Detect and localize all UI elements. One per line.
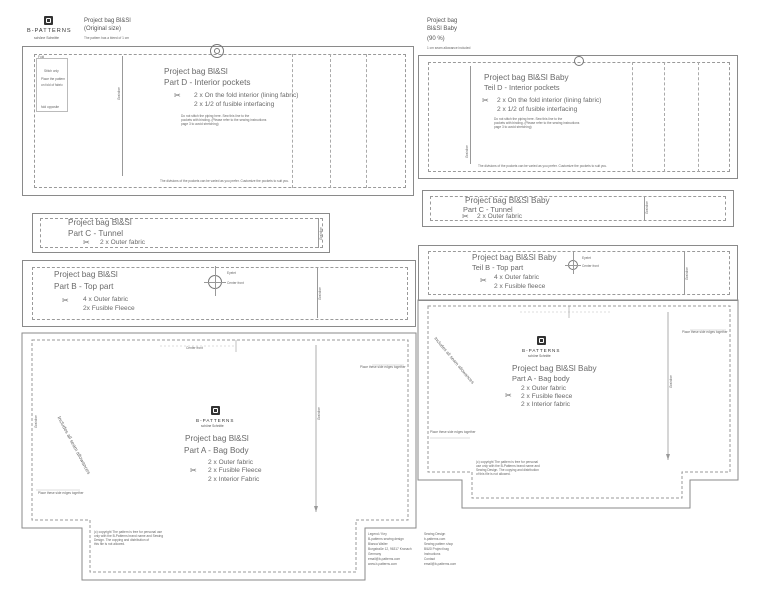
part-d-note1: Do not stitch the piping here. Sew this line to the bbox=[181, 114, 250, 118]
header-left-size: (Original size) bbox=[84, 26, 122, 32]
baby-part-a-title: Project bag Bl&Sl Baby bbox=[512, 364, 597, 373]
legend-left-l2: B-patterns sewing design bbox=[368, 537, 404, 541]
part-b-line2: 2x Fusible Fleece bbox=[83, 305, 135, 312]
legend-right-l5: Instructions bbox=[424, 552, 441, 556]
baby-part-a-line2: 2 x Fusible fleece bbox=[521, 393, 573, 400]
part-a-scissors-icon: ✂ bbox=[190, 466, 197, 475]
baby-part-b-grain-label: Grainline bbox=[685, 267, 689, 280]
part-d-side-note-3: on fold of fabric bbox=[41, 83, 63, 87]
part-c-grain-label: Grainline bbox=[319, 227, 323, 240]
legend-left-l1: Legend / Key bbox=[368, 532, 387, 536]
part-a-title: Project bag Bl&Sl bbox=[185, 434, 249, 443]
brand-name: B-PATTERNS bbox=[27, 28, 72, 34]
header-right-title2: Bl&Sl Baby bbox=[427, 26, 458, 32]
part-d-name: Part D - Interior pockets bbox=[164, 78, 251, 87]
baby-part-d-title: Project bag Bl&Sl Baby bbox=[484, 73, 569, 82]
legend-left-l7: www.b-patterns.com bbox=[368, 562, 397, 566]
part-a-name: Part A - Bag Body bbox=[184, 446, 249, 455]
part-c-scissors-icon: ✂ bbox=[83, 238, 90, 247]
legend-left-l6: email@b-patterns.com bbox=[368, 557, 401, 561]
baby-part-b-line2: 2 x Fusible fleece bbox=[494, 283, 546, 290]
baby-part-d-name: Teil D - Interior pockets bbox=[484, 83, 560, 92]
part-d-line1: 2 x On the fold interior (lining fabric) bbox=[194, 92, 299, 99]
baby-part-a-brand-name: B-PATTERNS bbox=[522, 348, 561, 353]
baby-part-a-line3: 2 x Interior fabric bbox=[521, 401, 571, 408]
part-c-line1: 2 x Outer fabric bbox=[100, 239, 146, 246]
part-d-note3: page 3 to avoid stretching) bbox=[181, 122, 219, 126]
part-d-title: Project bag Bl&Sl bbox=[164, 67, 228, 76]
baby-part-b-name: Teil B - Top part bbox=[472, 263, 524, 272]
baby-part-a-line1: 2 x Outer fabric bbox=[521, 385, 567, 392]
legend-right-l2: b-patterns.com bbox=[424, 537, 446, 541]
legend-right-l1: Sewing Design bbox=[424, 532, 446, 536]
legend-left-l4: Burgstraße 12, 96317 Kronach bbox=[368, 547, 412, 551]
legend-left-l3: Bianca Walter bbox=[368, 542, 388, 546]
baby-part-a-diag-note: Includes all seam allowances bbox=[433, 336, 476, 385]
part-c-title: Project bag Bl&Sl bbox=[68, 218, 132, 227]
part-b-scissors-icon: ✂ bbox=[62, 296, 69, 305]
legend-right-l6: Contact bbox=[424, 557, 435, 561]
baby-part-a-copy2: use only with the B-Patterns brand name and bbox=[476, 464, 540, 468]
baby-part-a-name: Part A - Bag body bbox=[512, 374, 570, 383]
baby-part-b-mark1: Eyelet bbox=[582, 256, 591, 260]
baby-part-a-scissors-icon: ✂ bbox=[505, 391, 512, 400]
part-a-line2: 2 x Fusible Fleece bbox=[208, 467, 262, 474]
baby-part-c-grain-label: Grainline bbox=[645, 201, 649, 214]
header-left-note: The pattern has a bleed of 1 cm bbox=[84, 36, 130, 40]
baby-part-d-note2: pockets with binding. (Please refer to the sewing instructions bbox=[494, 121, 580, 125]
baby-part-d-line2: 2 x 1/2 of fusible interfacing bbox=[497, 106, 578, 113]
part-c-name: Part C - Tunnel bbox=[68, 229, 124, 238]
part-a-copy4: this file is not allowed. bbox=[94, 542, 126, 546]
baby-part-a-copy1: (c) copyright The pattern is free for personal bbox=[476, 460, 538, 464]
part-a-line1: 2 x Outer fabric bbox=[208, 459, 254, 466]
part-a-grain-label: Grainline bbox=[317, 407, 321, 420]
header-right-size: (90 %) bbox=[427, 36, 445, 42]
header-right-note: 1 cm seam allowance included bbox=[427, 46, 471, 50]
baby-part-d-grain-label: Grainline bbox=[465, 145, 469, 158]
part-d-bottom-note: The divisions of the pockets can be varied as you prefer. Customize the pockets to suit you. bbox=[160, 179, 289, 183]
legend-right-l3: Sewing pattern shop bbox=[424, 542, 454, 546]
baby-part-d-note1: Do not stitch the piping here. Sew this line to the bbox=[494, 117, 563, 121]
part-a-copy1: (c) copyright The pattern is free for personal use bbox=[94, 530, 162, 534]
baby-part-c-title: Project bag Bl&Sl Baby bbox=[465, 196, 550, 205]
baby-part-a-grain-label: Grainline bbox=[669, 375, 673, 388]
part-a-brand-tagline: schöne Schnitte bbox=[201, 424, 224, 428]
part-a-side-note-bottom: Place these side edges together bbox=[38, 491, 84, 495]
baby-part-b-title: Project bag Bl&Sl Baby bbox=[472, 253, 557, 262]
part-a-copy2: only with the B-Patterns brand name and Sewing bbox=[94, 534, 164, 538]
part-a-line3: 2 x Interior Fabric bbox=[208, 476, 260, 483]
part-b-grain-label: Grainline bbox=[318, 287, 322, 300]
part-d-scissors-icon: ✂ bbox=[174, 91, 181, 100]
part-a-top-mark: Center front bbox=[186, 346, 203, 350]
legend-left-l5: Germany bbox=[368, 552, 382, 556]
baby-part-c-line1: 2 x Outer fabric bbox=[477, 213, 523, 220]
legend-right-l7: email@b-patterns.com bbox=[424, 562, 457, 566]
baby-part-c-name: Part C - Tunnel bbox=[463, 205, 513, 214]
part-d-grain-label: Grainline bbox=[117, 87, 121, 100]
part-b-name: Part B - Top part bbox=[54, 282, 114, 291]
baby-part-b-mark2: Center front bbox=[582, 264, 599, 268]
part-d-note2: pockets with binding. (Please refer to the sewing instructions bbox=[181, 118, 267, 122]
header-right-title: Project bag bbox=[427, 18, 458, 24]
part-b-line1: 4 x Outer fabric bbox=[83, 296, 129, 303]
part-b-mark1: Eyelet bbox=[227, 271, 236, 275]
baby-part-c-scissors-icon: ✂ bbox=[462, 212, 469, 221]
brand-tagline: schöne Schnitte bbox=[34, 36, 59, 40]
part-a-side-note: Place these side edges together bbox=[360, 365, 406, 369]
part-a-left-mark: Grainline bbox=[34, 415, 38, 428]
baby-part-a-logo-icon bbox=[537, 336, 546, 345]
baby-part-d-bottom: The divisions of the pockets can be varied as you prefer. Customize the pockets to suit you. bbox=[478, 164, 607, 168]
baby-part-b-line1: 4 x Outer fabric bbox=[494, 274, 540, 281]
baby-part-d-note3: page 3 to avoid stretching) bbox=[494, 125, 532, 129]
part-b-title: Project bag Bl&Sl bbox=[54, 270, 118, 279]
legend-right-l4: Bl&Sl Project bag bbox=[424, 547, 449, 551]
baby-part-a-copy4: of this file is not allowed. bbox=[476, 472, 511, 476]
part-a-brand-name: B-PATTERNS bbox=[196, 418, 235, 423]
baby-part-d-scissors-icon: ✂ bbox=[482, 96, 489, 105]
baby-part-a-side-note: Place these side edges together bbox=[682, 330, 728, 334]
baby-part-d-line1: 2 x On the fold interior (lining fabric) bbox=[497, 97, 602, 104]
part-d-fold-label: Fold bbox=[38, 55, 45, 59]
part-a-diag-note: Includes all seam allowances bbox=[55, 415, 92, 476]
baby-part-a-side-note-bottom: Place these side edges together bbox=[430, 430, 476, 434]
part-a-copy3: Design. The copying and distribution of bbox=[94, 538, 150, 542]
part-d-side-note-4: fold opposite bbox=[41, 105, 60, 109]
part-d-line2: 2 x 1/2 of fusible interfacing bbox=[194, 101, 275, 108]
baby-part-a-copy3: Sewing Design. The copying and distribution bbox=[476, 468, 539, 472]
header-left-title: Project bag Bl&Sl bbox=[84, 18, 131, 24]
baby-part-a-brand-tagline: schöne Schnitte bbox=[528, 354, 551, 358]
part-b-mark2: Center front bbox=[227, 281, 244, 285]
part-d-side-note-1: Stitch only bbox=[44, 69, 59, 73]
baby-part-b-scissors-icon: ✂ bbox=[480, 276, 487, 285]
part-d-side-note-2: Place the pattern bbox=[41, 77, 66, 81]
